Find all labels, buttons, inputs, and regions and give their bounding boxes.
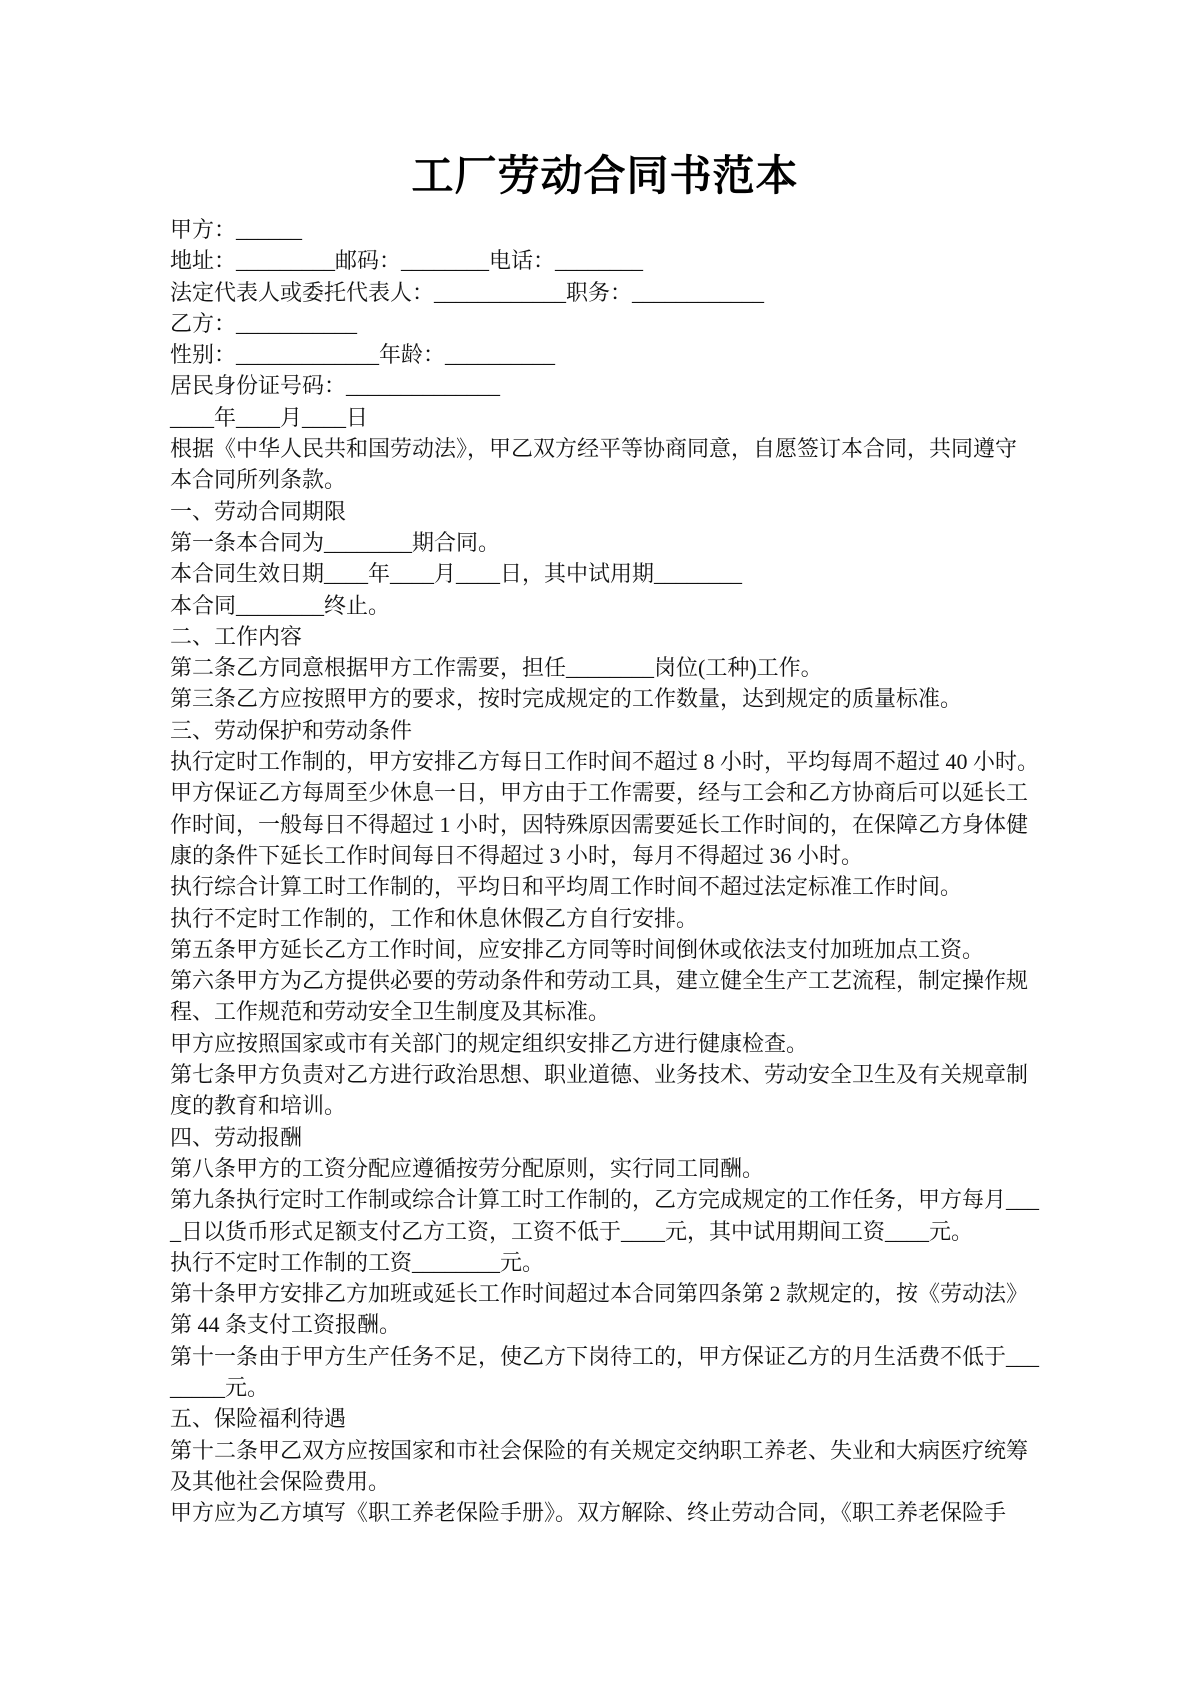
contract-text-line: 第七条甲方负责对乙方进行政治思想、职业道德、业务技术、劳动安全卫生及有关规章制	[170, 1062, 1029, 1088]
contract-text-line: 甲方：______	[170, 217, 303, 242]
contract-text-line: 甲方应按照国家或市有关部门的规定组织安排乙方进行健康检查。	[170, 1030, 809, 1056]
contract-text-line: 第九条执行定时工作制或综合计算工时工作制的，乙方完成规定的工作任务，甲方每月___	[170, 1187, 1040, 1213]
contract-text-line: 第八条甲方的工资分配应遵循按劳分配原则，实行同工同酬。	[170, 1155, 765, 1181]
contract-text-line: 本合同所列条款。	[170, 467, 347, 493]
contract-text-line: 第十二条甲乙双方应按国家和市社会保险的有关规定交纳职工养老、失业和大病医疗统筹	[170, 1437, 1029, 1463]
contract-text-line: 度的教育和培训。	[170, 1093, 347, 1119]
contract-text-line: _日以货币形式足额支付乙方工资，工资不低于____元，其中试用期间工资____元。	[170, 1218, 974, 1244]
contract-text-line: 第十条甲方安排乙方加班或延长工作时间超过本合同第四条第 2 款规定的，按《劳动法》	[170, 1281, 1029, 1307]
contract-text-line: 居民身份证号码：______________	[170, 373, 501, 399]
contract-text-line: 第五条甲方延长乙方工作时间，应安排乙方同等时间倒休或依法支付加班加点工资。	[170, 936, 985, 962]
contract-text-line: _____元。	[170, 1374, 270, 1400]
contract-text-line: ____年____月____日	[170, 404, 369, 430]
contract-text-line: 一、劳动合同期限	[170, 498, 347, 524]
contract-text-line: 甲方应为乙方填写《职工养老保险手册》。双方解除、终止劳动合同，《职工养老保险手	[170, 1500, 1007, 1526]
contract-text-line: 性别：_____________年龄：__________	[170, 342, 556, 368]
contract-text-line: 五、保险福利待遇	[170, 1406, 347, 1432]
contract-text-line: 法定代表人或委托代表人：____________职务：____________	[170, 279, 765, 305]
document-body	[170, 214, 1060, 1528]
document-title: 工厂劳动合同书范本	[411, 154, 799, 200]
contract-text-line: 本合同生效日期____年____月____日，其中试用期________	[170, 561, 743, 587]
contract-text-line: 二、工作内容	[170, 623, 303, 649]
contract-text-line: 第六条甲方为乙方提供必要的劳动条件和劳动工具，建立健全生产工艺流程，制定操作规	[170, 968, 1029, 994]
contract-text-line: 康的条件下延长工作时间每日不得超过 3 小时，每月不得超过 36 小时。	[170, 842, 864, 868]
contract-text-line: 本合同________终止。	[170, 592, 391, 618]
contract-text-line: 甲方保证乙方每周至少休息一日，甲方由于工作需要，经与工会和乙方协商后可以延长工	[170, 780, 1029, 806]
contract-text-line: 第一条本合同为________期合同。	[170, 529, 501, 555]
contract-text-line: 地址：_________邮码：________电话：________	[170, 248, 644, 274]
contract-text-line: 程、工作规范和劳动安全卫生制度及其标准。	[170, 999, 611, 1025]
contract-text-line: 作时间，一般每日不得超过 1 小时，因特殊原因需要延长工作时间的，在保障乙方身体健	[170, 811, 1029, 837]
contract-text-line: 第 44 条支付工资报酬。	[170, 1312, 402, 1338]
contract-text-line: 执行定时工作制的，甲方安排乙方每日工作时间不超过 8 小时，平均每周不超过 40 小时。	[170, 749, 1040, 775]
contract-text-line: 执行不定时工作制的，工作和休息休假乙方自行安排。	[170, 905, 699, 931]
contract-text-line: 第二条乙方同意根据甲方工作需要，担任________岗位(工种)工作。	[170, 655, 823, 681]
contract-text-line: 三、劳动保护和劳动条件	[170, 717, 413, 743]
contract-text-line: 第三条乙方应按照甲方的要求，按时完成规定的工作数量，达到规定的质量标准。	[170, 686, 963, 712]
contract-text-line: 四、劳动报酬	[170, 1124, 303, 1150]
contract-text-line: 执行不定时工作制的工资________元。	[170, 1249, 545, 1275]
contract-text-line: 第十一条由于甲方生产任务不足，使乙方下岗待工的，甲方保证乙方的月生活费不低于___	[170, 1343, 1040, 1369]
contract-text-line: 乙方：___________	[170, 310, 358, 336]
contract-text-line: 执行综合计算工时工作制的，平均日和平均周工作时间不超过法定标准工作时间。	[170, 874, 963, 900]
contract-text-line: 根据《中华人民共和国劳动法》，甲乙双方经平等协商同意，自愿签订本合同，共同遵守	[170, 436, 1018, 462]
contract-text-line: 及其他社会保险费用。	[170, 1468, 391, 1494]
